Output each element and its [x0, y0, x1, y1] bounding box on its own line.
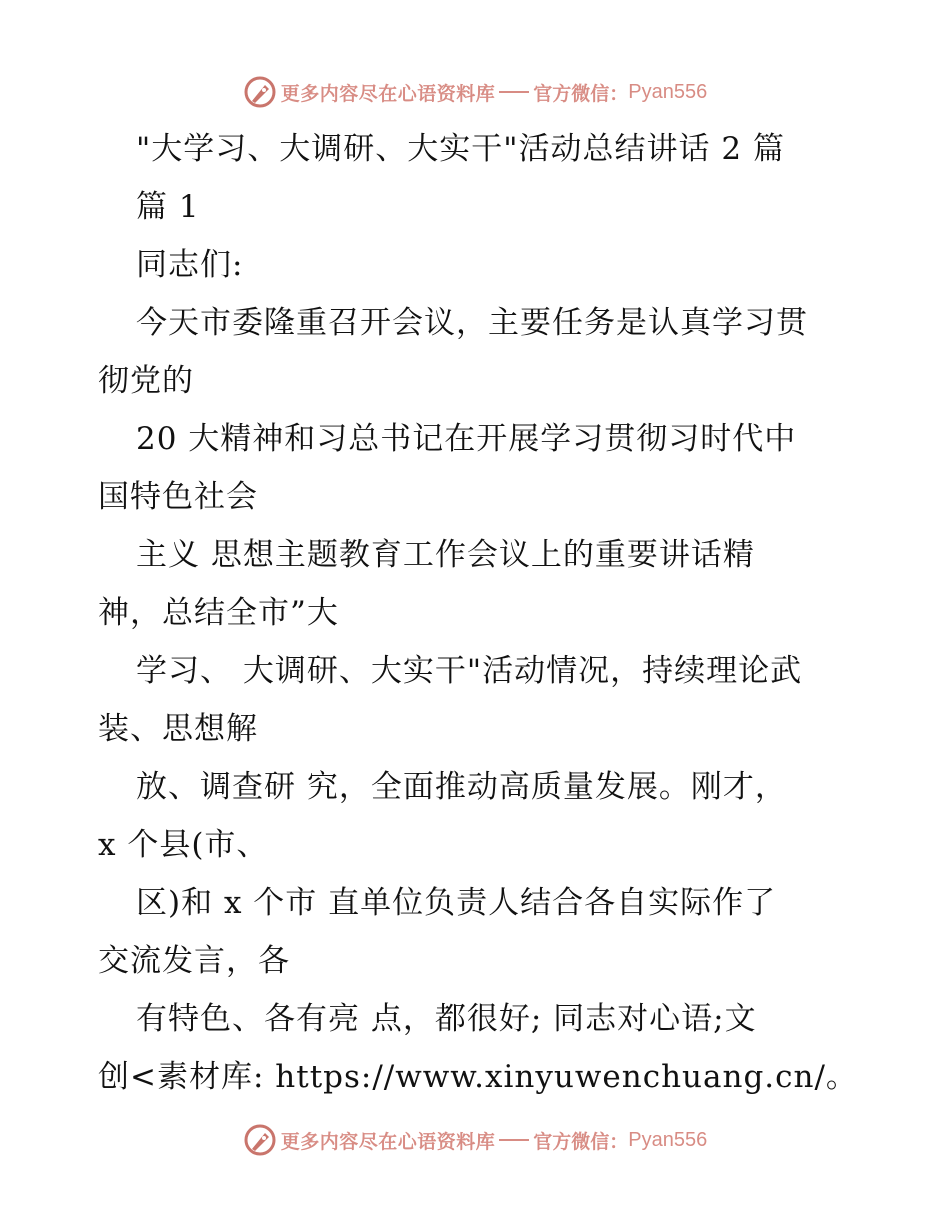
pen-nib-logo-icon — [243, 1123, 277, 1157]
banner-text: 更多内容尽在心语资料库 — [280, 1130, 496, 1153]
footer-watermark-banner — [0, 1120, 950, 1160]
header-watermark-banner — [0, 72, 950, 112]
text-line: 学习、 大调研、大实干"活动情况，持续理论武 — [136, 653, 803, 689]
text-line: 交流发言，各 — [98, 943, 290, 979]
text-line: 今天市委隆重召开会议，主要任务是认真学习贯 — [136, 305, 808, 341]
banner-wechat-label: 官方微信： — [533, 1130, 629, 1153]
text-line: 国特色社会 — [98, 479, 258, 515]
banner-text: 更多内容尽在心语资料库 — [280, 82, 496, 105]
text-line: 放、调查研 究，全面推动高质量发展。刚才， — [136, 769, 787, 805]
salutation: 同志们: — [136, 247, 244, 283]
text-line: 主义 思想主题教育工作会议上的重要讲话精 — [136, 537, 755, 573]
banner-wechat-id: Pyan556 — [628, 1128, 708, 1151]
text-line: 20 大精神和习总书记在开展学习贯彻习时代中 — [136, 421, 797, 457]
text-line: 装、思想解 — [98, 711, 258, 747]
banner-wechat-id: Pyan556 — [628, 80, 708, 103]
text-line: 区)和 x 个市 直单位负责人结合各自实际作了 — [136, 885, 777, 921]
banner-wechat-label: 官方微信： — [533, 82, 629, 105]
banner-dash — [499, 1139, 529, 1141]
section-heading: 篇 1 — [136, 189, 200, 225]
text-line: 创<素材库: https://www.xinyuwenchuang.cn/。 — [98, 1059, 858, 1095]
text-line: x 个县(市、 — [98, 827, 269, 863]
text-line: 有特色、各有亮 点，都很好; 同志对心语;文 — [136, 1001, 757, 1037]
banner-dash — [499, 91, 529, 93]
text-line: 彻党的 — [98, 363, 194, 399]
document-body — [98, 120, 858, 1106]
text-line: 神，总结全市”大 — [98, 595, 339, 631]
document-title: "大学习、大调研、大实干"活动总结讲话 2 篇 — [136, 131, 785, 167]
pen-nib-logo-icon — [243, 75, 277, 109]
